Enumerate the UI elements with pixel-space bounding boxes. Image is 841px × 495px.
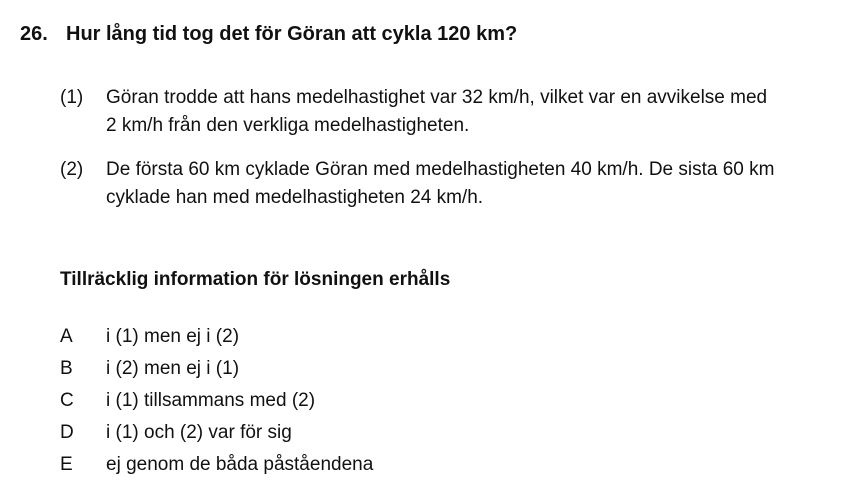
option-c[interactable] <box>60 387 373 419</box>
option-e[interactable] <box>60 451 373 483</box>
option-d-text: i (1) och (2) var för sig <box>106 422 292 443</box>
option-c-letter: C <box>60 390 74 411</box>
statement-2-text: De första 60 km cyklade Göran med medelhastigheten 40 km/h. De sista 60 km cyklade han med medelhastigheten 24 km/h. <box>106 159 775 208</box>
option-a-letter: A <box>60 326 73 347</box>
statement-1 <box>60 84 830 140</box>
option-a-text: i (1) men ej i (2) <box>106 326 240 347</box>
option-b[interactable] <box>60 355 373 387</box>
question-header <box>20 22 517 46</box>
option-c-text: i (1) tillsammans med (2) <box>106 390 316 411</box>
answer-options <box>60 323 373 483</box>
statement-1-marker: (1) <box>60 87 84 108</box>
option-a[interactable] <box>60 323 373 355</box>
option-d[interactable] <box>60 419 373 451</box>
statement-1-text: Göran trodde att hans medelhastighet var 32 km/h, vilket var en avvikelse med 2 km/h från den verkliga medelhastigheten. <box>106 87 768 136</box>
sufficiency-heading: Tillräcklig information för lösningen erhålls <box>60 269 451 290</box>
option-e-text: ej genom de båda påståendena <box>106 454 374 475</box>
option-d-letter: D <box>60 422 74 443</box>
statement-2-marker: (2) <box>60 159 84 180</box>
option-b-text: i (2) men ej i (1) <box>106 358 240 379</box>
option-b-letter: B <box>60 358 73 379</box>
statement-2 <box>60 156 830 212</box>
option-e-letter: E <box>60 454 73 475</box>
question-title: Hur lång tid tog det för Göran att cykla 120 km? <box>66 23 518 45</box>
question-number: 26. <box>20 23 48 45</box>
